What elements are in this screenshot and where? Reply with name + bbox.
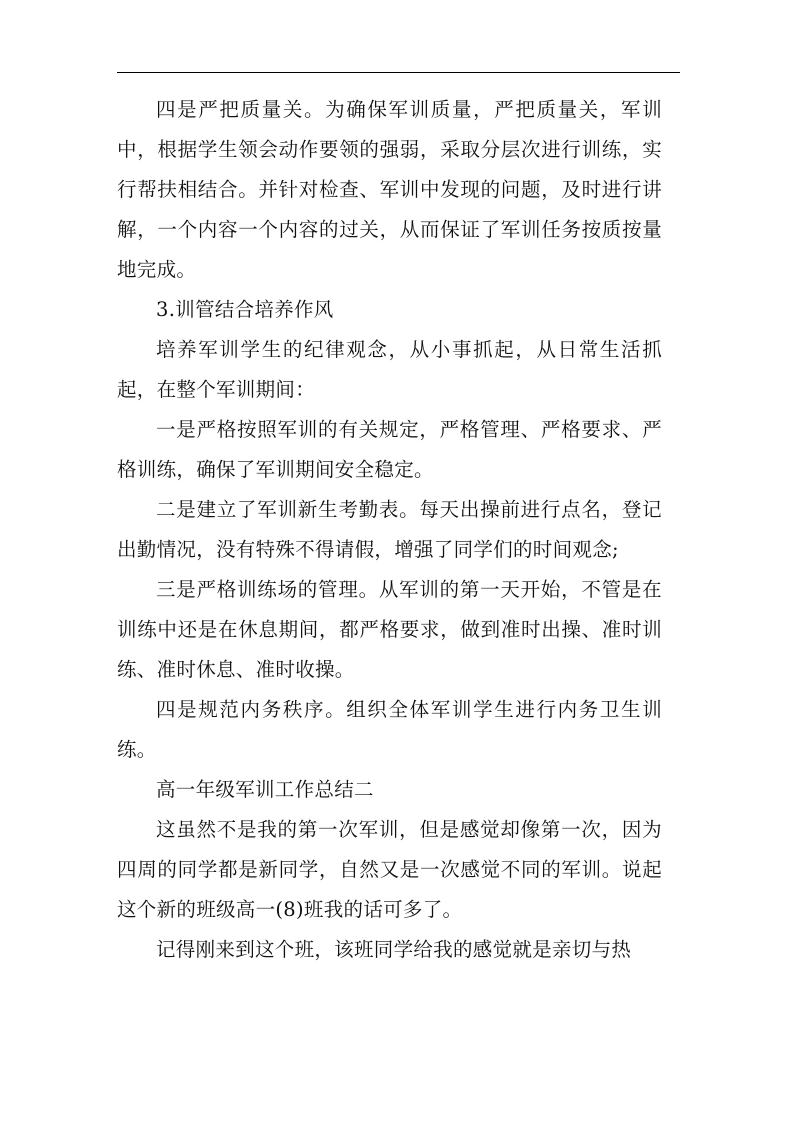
paragraph-first-impression: 这虽然不是我的第一次军训，但是感觉却像第一次，因为四周的同学都是新同学，自然又是一次感觉不同的军训。说起这个新的班级高一(8)班我的话可多了。 — [117, 818, 662, 921]
paragraph-internal-order: 四是规范内务秩序。组织全体军训学生进行内务卫生训练。 — [117, 698, 662, 761]
document-body — [117, 90, 662, 970]
paragraph-field-management: 三是严格训练场的管理。从军训的第一天开始，不管是在训练中还是在休息期间，都严格要求，做到准时出操、准时训练、准时休息、准时收操。 — [117, 578, 662, 681]
header-rule — [117, 72, 680, 73]
paragraph-section-title-two: 高一年级军训工作总结二 — [156, 778, 374, 801]
paragraph-class-memory: 记得刚来到这个班，该班同学给我的感觉就是亲切与热 — [156, 938, 632, 961]
paragraph-heading-training-management: 3.训管结合培养作风 — [156, 298, 334, 321]
paragraph-quality-control: 四是严把质量关。为确保军训质量，严把质量关，军训中，根据学生领会动作要领的强弱，采取分层次进行训练，实行帮扶相结合。并针对检查、军训中发现的问题，及时进行讲解，一个内容一个内容的过关，从而保证了军训任务按质按量地完成。 — [117, 98, 662, 281]
paragraph-attendance: 二是建立了军训新生考勤表。每天出操前进行点名，登记出勤情况，没有特殊不得请假，增强了同学们的时间观念; — [117, 498, 662, 561]
paragraph-strict-regulations: 一是严格按照军训的有关规定，严格管理、严格要求、严格训练，确保了军训期间安全稳定。 — [117, 418, 662, 481]
paragraph-discipline-intro: 培养军训学生的纪律观念，从小事抓起，从日常生活抓起，在整个军训期间： — [117, 338, 662, 401]
